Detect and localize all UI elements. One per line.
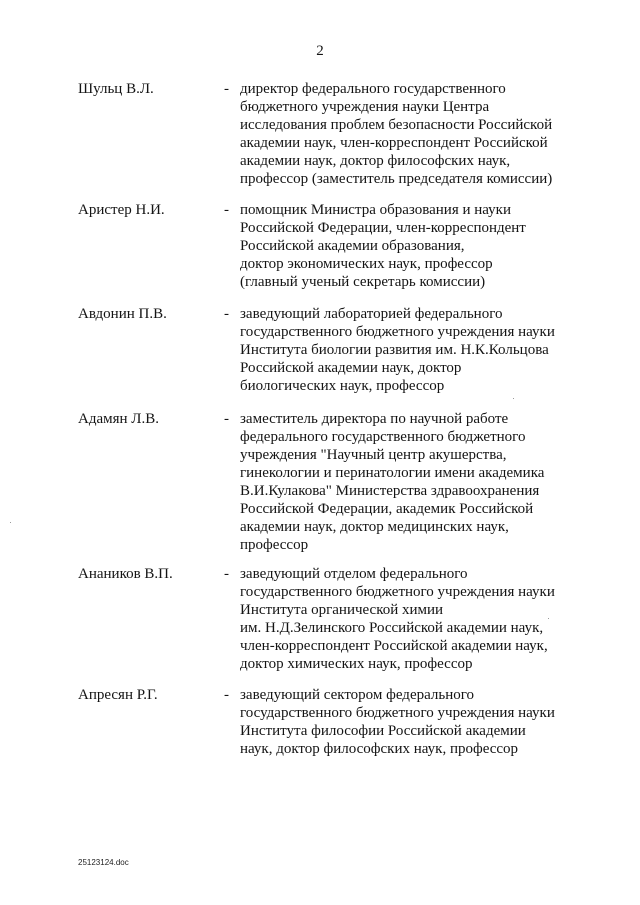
description-line: исследования проблем безопасности Российской: [240, 117, 553, 133]
member-name: Анаников В.П.: [78, 566, 173, 582]
description-line: академии наук, член-корреспондент Российской: [240, 135, 548, 151]
description-line: гинекологии и перинатологии имени академика: [240, 465, 545, 481]
description-line: доктор экономических наук, профессор: [240, 256, 493, 272]
page-number: 2: [316, 43, 324, 59]
description-line: академии наук, доктор медицинских наук,: [240, 519, 509, 535]
description-line: профессор (заместитель председателя комиссии): [240, 171, 553, 187]
description-line: заведующий сектором федерального: [240, 687, 475, 703]
description-line: государственного бюджетного учреждения науки: [240, 324, 555, 340]
member-name: Авдонин П.В.: [78, 306, 167, 322]
description-line: член-корреспондент Российской академии наук,: [240, 638, 548, 654]
separator-dash: -: [224, 411, 229, 427]
description-line: государственного бюджетного учреждения науки: [240, 584, 555, 600]
separator-dash: -: [224, 306, 229, 322]
description-line: им. Н.Д.Зелинского Российской академии наук,: [240, 620, 544, 636]
description-line: биологических наук, профессор: [240, 378, 445, 394]
member-name: Шульц В.Л.: [78, 81, 154, 97]
description-line: директор федерального государственного: [240, 81, 506, 97]
member-name: Аристер Н.И.: [78, 202, 165, 218]
description-line: заместитель директора по научной работе: [240, 411, 509, 427]
member-description: [240, 201, 580, 291]
description-line: заведующий отделом федерального: [240, 566, 468, 582]
description-line: заведующий лабораторией федерального: [240, 306, 503, 322]
member-description: [240, 565, 580, 673]
scan-speck: [548, 618, 549, 619]
description-line: Российской академии образования,: [240, 238, 465, 254]
description-line: Российской академии наук, доктор: [240, 360, 462, 376]
document-file-code: 25123124.doc: [78, 858, 129, 867]
description-line: учреждения "Научный центр акушерства,: [240, 447, 507, 463]
separator-dash: -: [224, 81, 229, 97]
member-description: [240, 305, 580, 395]
description-line: бюджетного учреждения науки Центра: [240, 99, 490, 115]
description-line: академии наук, доктор философских наук,: [240, 153, 511, 169]
description-line: профессор: [240, 537, 309, 553]
description-line: наук, доктор философских наук, профессор: [240, 741, 519, 757]
description-line: Института философии Российской академии: [240, 723, 526, 739]
separator-dash: -: [224, 202, 229, 218]
description-line: (главный ученый секретарь комиссии): [240, 274, 486, 290]
description-line: государственного бюджетного учреждения науки: [240, 705, 555, 721]
scan-speck: [513, 398, 514, 399]
member-name: Апресян Р.Г.: [78, 687, 158, 703]
member-description: [240, 80, 580, 188]
description-line: помощник Министра образования и науки: [240, 202, 511, 218]
description-line: федерального государственного бюджетного: [240, 429, 526, 445]
description-line: В.И.Кулакова" Министерства здравоохранения: [240, 483, 540, 499]
description-line: Института биологии развития им. Н.К.Кольцова: [240, 342, 549, 358]
separator-dash: -: [224, 566, 229, 582]
member-name: Адамян Л.В.: [78, 411, 159, 427]
description-line: Института органической химии: [240, 602, 444, 618]
scan-speck: [10, 522, 11, 523]
separator-dash: -: [224, 687, 229, 703]
member-description: [240, 410, 580, 554]
member-description: [240, 686, 580, 758]
description-line: Российской Федерации, академик Российской: [240, 501, 534, 517]
description-line: доктор химических наук, профессор: [240, 656, 473, 672]
description-line: Российской Федерации, член-корреспондент: [240, 220, 526, 236]
